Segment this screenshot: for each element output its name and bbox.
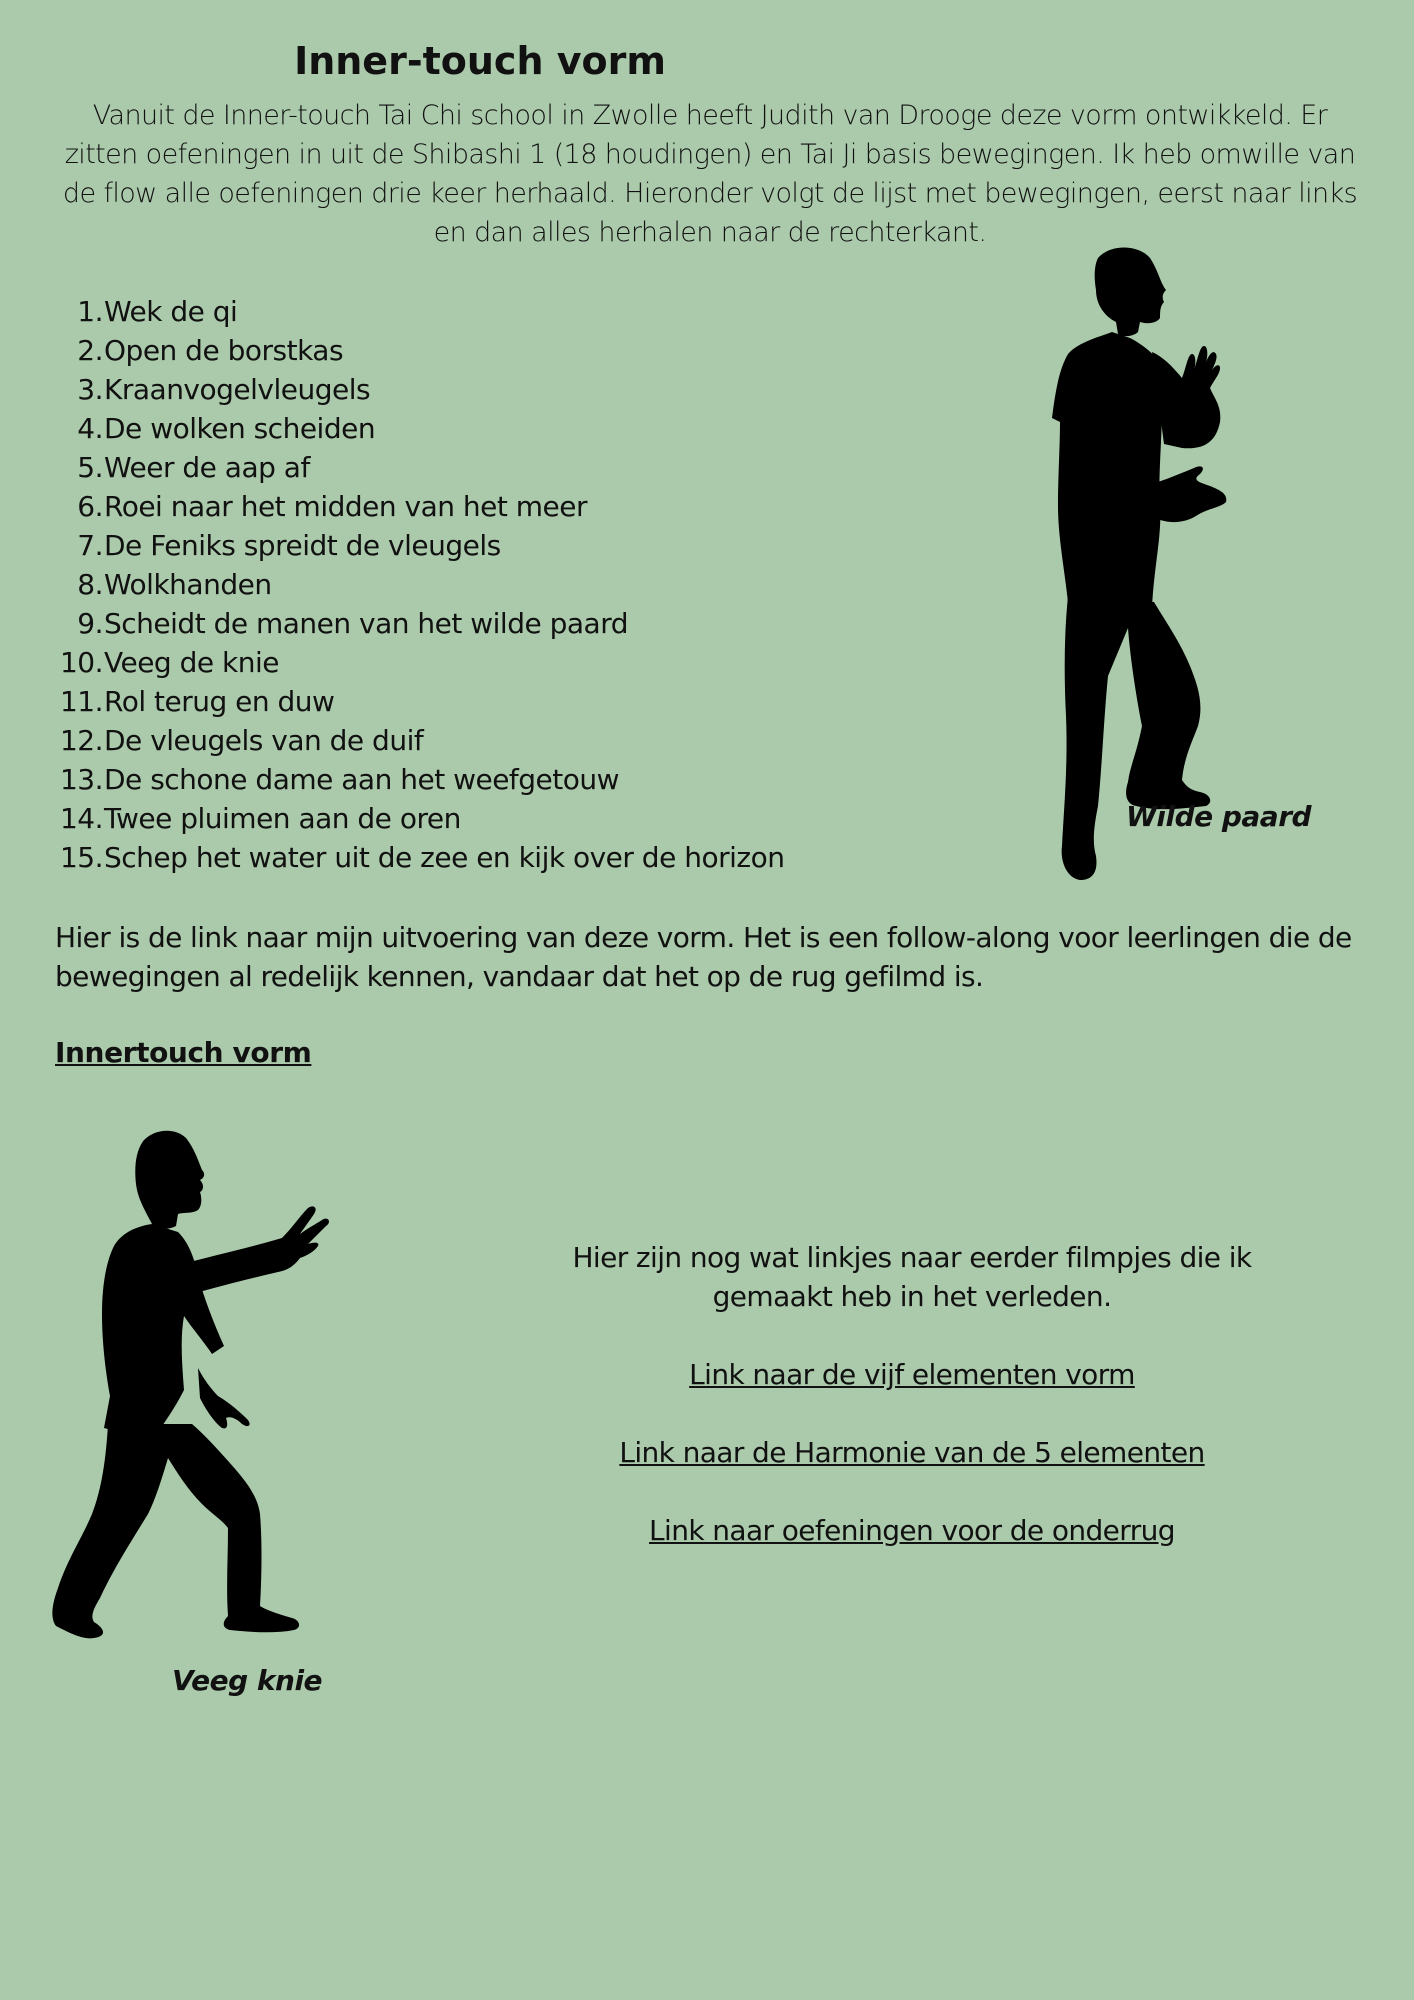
list-label: Open de borstkas (104, 334, 344, 367)
list-number: 14. (59, 802, 103, 835)
list-number: 11. (59, 685, 103, 718)
list-label: Roei naar het midden van het meer (104, 490, 588, 523)
more-links-intro: Hier zijn nog wat linkjes naar eerder filmpjes die ik gemaakt heb in het verleden. (572, 1241, 1252, 1313)
list-item (55, 604, 915, 643)
list-number: 12. (59, 724, 103, 757)
moves-list (55, 292, 915, 877)
list-item (55, 838, 915, 877)
list-number: 10. (59, 646, 103, 679)
wild-horse-silhouette-image (1050, 246, 1250, 880)
list-number: 2. (77, 334, 103, 367)
list-label: De Feniks spreidt de vleugels (104, 529, 501, 562)
list-label: De wolken scheiden (104, 412, 376, 445)
list-number: 8. (77, 568, 103, 601)
brush-knee-silhouette-image (52, 1128, 352, 1668)
list-label: Veeg de knie (104, 646, 279, 679)
list-number: 3. (77, 373, 103, 406)
list-item (55, 799, 915, 838)
link-intro-paragraph: Hier is de link naar mijn uitvoering van deze vorm. Het is een follow-along voor leerlingen die de bewegingen al redelijk kennen, vandaar dat het op de rug gefilmd is. (55, 921, 1352, 993)
list-item (55, 565, 915, 604)
list-item (55, 682, 915, 721)
list-label: Schep het water uit de zee en kijk over de horizon (104, 841, 785, 874)
intro-paragraph: Vanuit de Inner-touch Tai Chi school in Zwolle heeft Judith van Drooge deze vorm ontwikkeld. Er zitten oefeningen in uit de Shibashi 1 (18 houdingen) en Tai Ji basis bewegingen. Ik heb omwille van de flow alle oefeningen drie keer herhaald. Hieronder volgt de lijst met bewegingen, eerst naar links en dan alles herhalen naar de rechterkant. (62, 100, 1358, 248)
list-label: Scheidt de manen van het wilde paard (104, 607, 628, 640)
list-number: 15. (59, 841, 103, 874)
list-item (55, 643, 915, 682)
list-label: De vleugels van de duif (104, 724, 424, 757)
list-item (55, 760, 915, 799)
list-label: Twee pluimen aan de oren (104, 802, 461, 835)
lower-back-exercises-link[interactable]: Link naar oefeningen voor de onderrug (649, 1514, 1175, 1547)
innertouch-vorm-link[interactable]: Innertouch vorm (55, 1036, 312, 1069)
list-number: 6. (77, 490, 103, 523)
wild-horse-caption: Wilde paard (1126, 800, 1312, 833)
list-number: 7. (77, 529, 103, 562)
page-title: Inner-touch vorm (294, 39, 666, 83)
list-number: 4. (77, 412, 103, 445)
list-item (55, 331, 915, 370)
list-item (55, 370, 915, 409)
list-number: 9. (77, 607, 103, 640)
five-elements-link[interactable]: Link naar de vijf elementen vorm (689, 1358, 1135, 1391)
list-label: De schone dame aan het weefgetouw (104, 763, 620, 796)
more-links-section (520, 1238, 1304, 1550)
brush-knee-caption: Veeg knie (172, 1664, 323, 1697)
harmony-five-elements-link[interactable]: Link naar de Harmonie van de 5 elementen (619, 1436, 1205, 1469)
list-number: 1. (77, 295, 103, 328)
list-item (55, 721, 915, 760)
list-label: Rol terug en duw (104, 685, 335, 718)
list-item (55, 409, 915, 448)
list-label: Kraanvogelvleugels (104, 373, 371, 406)
list-label: Weer de aap af (104, 451, 310, 484)
list-item (55, 292, 915, 331)
list-item (55, 526, 915, 565)
list-label: Wolkhanden (104, 568, 272, 601)
list-item (55, 448, 915, 487)
list-label: Wek de qi (104, 295, 238, 328)
list-item (55, 487, 915, 526)
list-number: 5. (77, 451, 103, 484)
list-number: 13. (59, 763, 103, 796)
